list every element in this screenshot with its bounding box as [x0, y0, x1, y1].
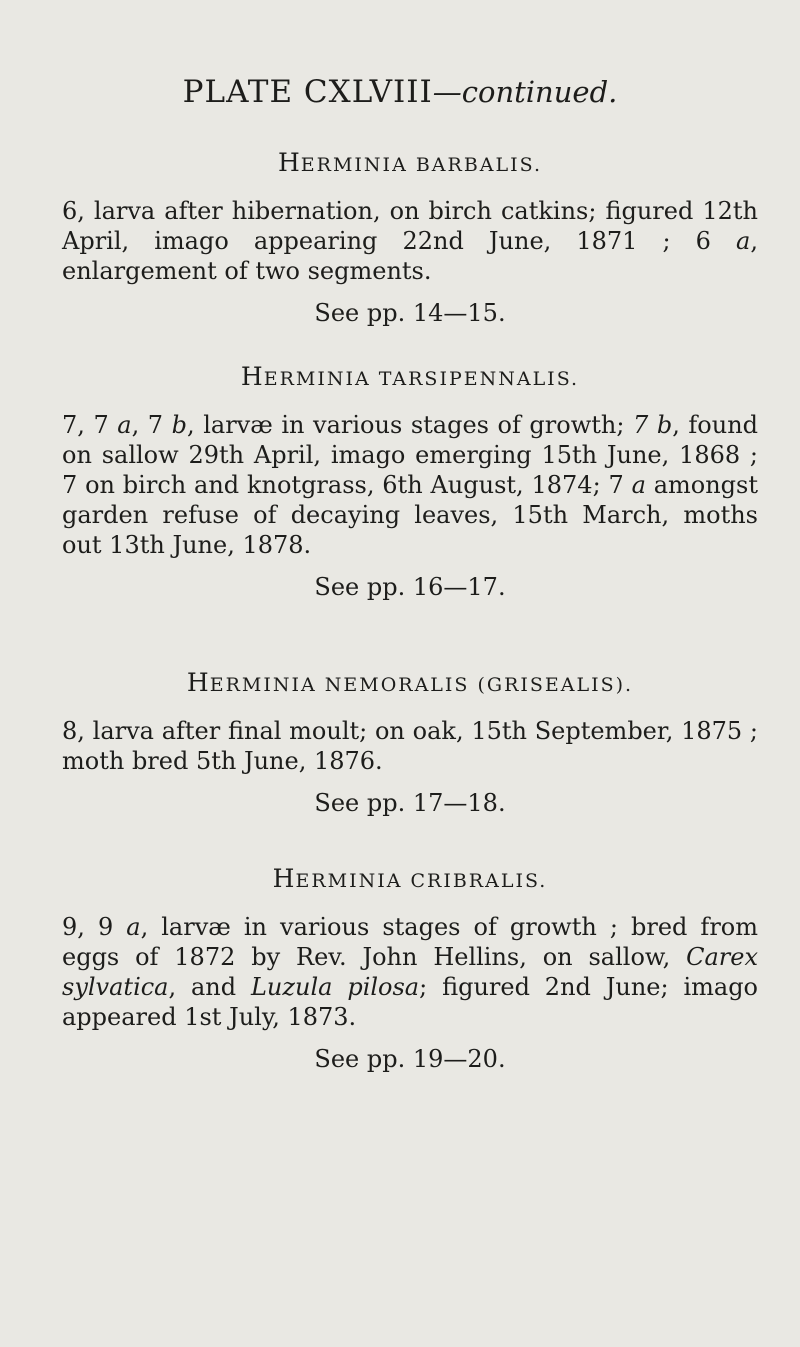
text-run: 8, larva after final moult; on oak, 15th September, 1875 ; moth bred 5th June, 1876.: [62, 717, 758, 775]
page-reference: See pp. 14—15.: [314, 299, 506, 327]
plate-title-text: PLATE CXLVIII: [182, 74, 433, 110]
section-body: [62, 410, 758, 560]
text-run: , larvæ in various stages of growth;: [187, 411, 634, 439]
section-heading: [62, 862, 758, 898]
text-run: 7, 7: [62, 411, 118, 439]
text-run: , and: [168, 973, 251, 1001]
heading-rest: ERMINIA NEMORALIS (GRISEALIS).: [209, 674, 634, 696]
text-run-italic: a: [736, 227, 751, 255]
text-run: , 7: [131, 411, 172, 439]
text-run: ; figured 2nd June; imago appeared 1st July, 1873.: [62, 973, 758, 1031]
heading-initial: H: [186, 668, 210, 697]
text-run-italic: a: [117, 411, 132, 439]
heading-rest: ERMINIA TARSIPENNALIS.: [263, 368, 580, 390]
text-run-italic: a: [631, 471, 646, 499]
text-run-italic: Luzula pilosa: [250, 973, 420, 1001]
section-body: [62, 716, 758, 776]
section-body: [62, 196, 758, 286]
page-reference: See pp. 17—18.: [314, 789, 506, 817]
text-run: , larvæ in various stages of growth ; bred from eggs of 1872 by Rev. John Hellins, on sallow,: [62, 913, 758, 971]
section-body: [62, 912, 758, 1032]
section-herminia-nemoralis: [62, 666, 758, 818]
page-reference: See pp. 16—17.: [314, 573, 506, 601]
text-run: 9, 9: [62, 913, 127, 941]
heading-initial: H: [240, 362, 264, 391]
plate-continued: —continued.: [432, 75, 618, 109]
text-run-italic: 7 b: [633, 411, 673, 439]
text-run: 6, larva after hibernation, on birch catkins; figured 12th April, imago appearing 22nd June, 1871 ; 6: [62, 197, 758, 255]
text-run: , enlargement of two segments.: [62, 227, 758, 285]
plate-title: [0, 72, 800, 112]
section-herminia-cribralis: [62, 862, 758, 1074]
heading-initial: H: [272, 864, 296, 893]
page-reference: See pp. 19—20.: [314, 1045, 506, 1073]
text-run: , found on sallow 29th April, imago emerging 15th June, 1868 ; 7 on birch and knotgrass, 6th August, 1874; 7: [62, 411, 759, 499]
section-herminia-tarsipennalis: [62, 360, 758, 602]
section-herminia-barbalis: [62, 146, 758, 328]
text-run-italic: Carex sylvatica: [62, 943, 758, 1001]
text-run-italic: a: [126, 913, 141, 941]
heading-rest: ERMINIA CRIBRALIS.: [295, 870, 548, 892]
section-heading: [62, 666, 758, 702]
text-run-italic: b: [171, 411, 188, 439]
text-run: amongst garden refuse of decaying leaves, 15th March, moths out 13th June, 1878.: [62, 471, 758, 559]
section-heading: [62, 146, 758, 182]
section-heading: [62, 360, 758, 396]
heading-rest: ERMINIA BARBALIS.: [300, 154, 542, 176]
heading-initial: H: [277, 148, 301, 177]
